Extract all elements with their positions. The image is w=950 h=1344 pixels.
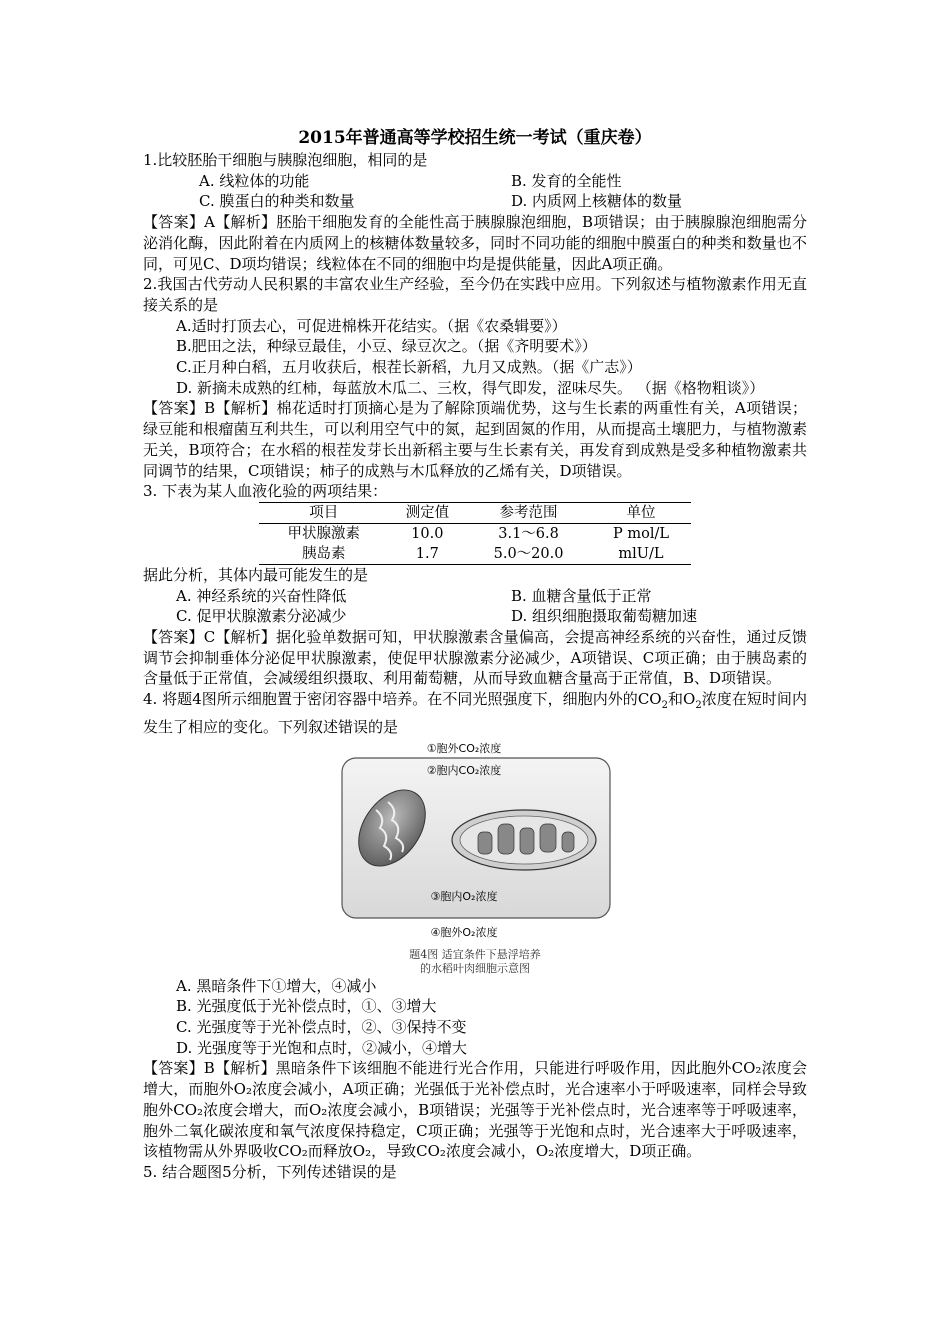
q1-options — [199, 171, 807, 212]
table-header: 测定值 — [405, 504, 450, 521]
q2-option-c: C.正月种白稻，五月收获后，根茬长新稻，九月又成熟。（据《广志》） — [176, 358, 642, 377]
q4-option-a: A. 黑暗条件下①增大，④减小 — [176, 976, 377, 995]
q2-option-b: B.肥田之法，种绿豆最佳，小豆、绿豆次之。（据《齐明要术》） — [176, 337, 597, 356]
q2-stem: 2.我国古代劳动人民积累的丰富农业生产经验，至今仍在实践中应用。下列叙述与植物激素作用无直接关系的是 — [143, 275, 807, 314]
table-header: 参考范围 — [499, 504, 558, 521]
q1-option-b: B. 发育的全能性 — [511, 171, 622, 190]
q1-stem: 1.比较胚胎干细胞与胰腺泡细胞，相同的是 — [143, 151, 428, 169]
q4-stem: 4. 将题4图所示细胞置于密闭容器中培养。在不同光照强度下，细胞内外的$CO_2$和$O_2$浓度在短时间内发生了相应的变化。下列叙述错误的是 — [143, 690, 807, 736]
q3-option-a: A. 神经系统的兴奋性降低 — [176, 586, 347, 605]
q4-option-d: D. 光强度等于光饱和点时，②减小，④增大 — [176, 1038, 468, 1057]
q4-stem-b: 和O — [667, 690, 696, 709]
table-row — [259, 544, 691, 565]
figure-caption-line1: 题4图 适宜条件下悬浮培养 — [409, 947, 541, 961]
label-outside-co2: ①胞外CO₂浓度 — [426, 741, 502, 755]
q1-option-a: A. 线粒体的功能 — [199, 171, 310, 190]
table-cell: 胰岛素 — [301, 545, 346, 562]
cell-diagram — [336, 740, 616, 948]
table-header-row — [259, 502, 691, 523]
figure-caption-line2: 的水稻叶肉细胞示意图 — [420, 961, 530, 975]
exam-page — [143, 126, 807, 1183]
chloroplast-icon — [452, 810, 596, 870]
q4-answer: 【答案】B【解析】黑暗条件下该细胞不能进行光合作用，只能进行呼吸作用，因此胞外CO₂浓度会增大，而胞外O₂浓度会减小，A项正确；光强低于光补偿点时，光合速率小于呼吸速率，同样会导致胞外CO₂浓度会增大，而O₂浓度会减小，B项错误；光强等于光补偿点时，光合速率等于呼吸速率，胞外二氧化碳浓度和氧气浓度保持稳定，C项正确；光强等于光饱和点时，光合速率大于呼吸速率，该植物需从外界吸收CO₂而释放O₂，导致CO₂浓度会减小，O₂浓度增大，D项正确。 — [143, 1059, 807, 1161]
table-cell: 甲状腺激素 — [287, 525, 360, 542]
table-cell: P mol/L — [612, 525, 669, 542]
lab-results-table — [259, 502, 691, 565]
table-cell: 5.0～20.0 — [493, 545, 564, 562]
table-row — [259, 523, 691, 544]
table-header: 项目 — [309, 504, 339, 521]
table-cell: 1.7 — [415, 545, 439, 562]
q4-option-c: C. 光强度等于光补偿点时，②、③保持不变 — [176, 1017, 467, 1036]
q4-stem-a: 4. 将题4图所示细胞置于密闭容器中培养。在不同光照强度下，细胞内外的CO — [143, 690, 662, 709]
q1-answer: 【答案】A【解析】胚胎干细胞发育的全能性高于胰腺腺泡细胞，B项错误；由于胰腺腺泡细胞需分泌消化酶，因此附着在内质网上的核糖体数量较多，同时不同功能的细胞中膜蛋白的种类和数量也不同，可见C、D项均错误；线粒体在不同的细胞中均是提供能量，因此A项正确。 — [143, 213, 807, 273]
q1-option-c: C. 膜蛋白的种类和数量 — [199, 192, 355, 211]
q3-prompt: 据此分析，其体内最可能发生的是 — [143, 565, 369, 584]
table-header: 单位 — [626, 504, 656, 521]
q4-stem-c: 浓度在短时间内发生了相应的变化。下列叙述错误的是 — [143, 690, 807, 736]
q4-option-b: B. 光强度低于光补偿点时，①、③增大 — [176, 997, 437, 1016]
label-inside-co2: ②胞内CO₂浓度 — [426, 763, 502, 777]
table-cell: mlU/L — [618, 545, 664, 562]
q5-stem: 5. 结合题图5分析，下列传述错误的是 — [143, 1162, 397, 1181]
label-outside-o2: ④胞外O₂浓度 — [430, 925, 498, 939]
q3-stem: 3. 下表为某人血液化验的两项结果： — [143, 482, 388, 501]
label-inside-o2: ③胞内O₂浓度 — [430, 889, 498, 903]
page-title: 2015年普通高等学校招生统一考试（重庆卷） — [298, 128, 652, 148]
q3-option-c: C. 促甲状腺激素分泌减少 — [176, 607, 347, 626]
q1-option-d: D. 内质网上核糖体的数量 — [511, 192, 683, 211]
q2-answer: 【答案】B【解析】棉花适时打顶摘心是为了解除顶端优势，这与生长素的两重性有关，A项错误；绿豆能和根瘤菌互利共生，可以利用空气中的氮，起到固氮的作用，从而提高土壤肥力，与植物激素无关，B项符合；在水稻的根茬发芽长出新稻主要与生长素有关，再发育到成熟是受多种植物激素共同调节的结果，C项错误；柿子的成熟与木瓜释放的乙烯有关，D项错误。 — [143, 399, 807, 480]
q3-options — [176, 586, 807, 627]
q3-option-d: D. 组织细胞摄取葡萄糖加速 — [511, 607, 698, 626]
table-cell: 3.1～6.8 — [498, 525, 559, 542]
q3-answer: 【答案】C【解析】据化验单数据可知，甲状腺激素含量偏高，会提高神经系统的兴奋性，通过反馈调节会抑制垂体分泌促甲状腺激素，使促甲状腺激素分泌减少，A项错误、C项正确；由于胰岛素的含量低于正常值，会减缓组织摄取、利用葡萄糖，从而导致血糖含量高于正常值，B、D项错误。 — [143, 628, 807, 688]
table-cell: 10.0 — [411, 525, 444, 542]
cell-diagram-figure — [336, 740, 616, 948]
q3-option-b: B. 血糖含量低于正常 — [511, 586, 652, 605]
q2-option-a: A.适时打顶去心，可促进棉株开花结实。（据《农桑辑要》） — [176, 316, 567, 335]
q2-option-d: D. 新摘未成熟的红柿，每蓝放木瓜二、三枚，得气即发，涩味尽失。 （据《格物粗谈》） — [176, 378, 765, 397]
